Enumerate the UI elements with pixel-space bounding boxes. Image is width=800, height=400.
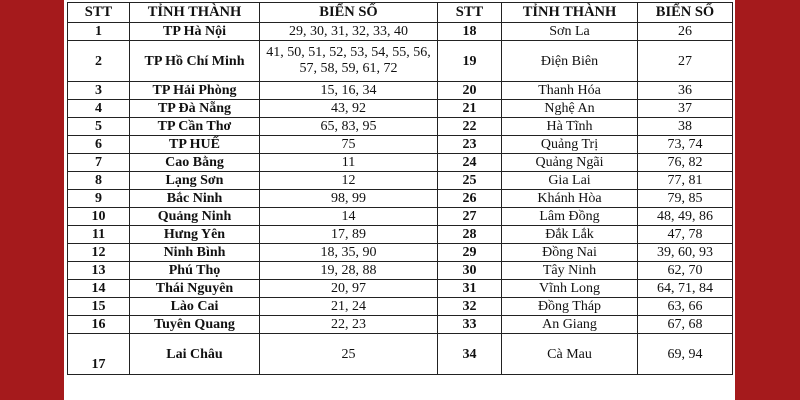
province-right-cell: An Giang [502,316,638,334]
table-row [68,172,733,190]
province-right-cell: Quảng Trị [502,136,638,154]
plates-left-cell: 41, 50, 51, 52, 53, 54, 55, 56, 57, 58, 59, 61, 72 [260,41,438,82]
province-right-cell: Thanh Hóa [502,82,638,100]
plates-right-cell: 64, 71, 84 [638,280,733,298]
stt-left-cell: 14 [68,280,130,298]
table-row [68,226,733,244]
stt-right-cell: 20 [438,82,502,100]
table-row [68,208,733,226]
stt-left-cell: 9 [68,190,130,208]
province-left-cell: Lai Châu [130,334,260,375]
province-right-cell: Sơn La [502,23,638,41]
plates-left-cell: 19, 28, 88 [260,262,438,280]
province-left-cell: TP HUẾ [130,136,260,154]
plates-right-cell: 48, 49, 86 [638,208,733,226]
plates-left-cell: 29, 30, 31, 32, 33, 40 [260,23,438,41]
plates-right-cell: 37 [638,100,733,118]
table-row [68,190,733,208]
plates-right-cell: 69, 94 [638,334,733,375]
stt-left-cell: 3 [68,82,130,100]
province-right-cell: Hà Tĩnh [502,118,638,136]
license-plate-table [67,2,733,375]
province-left-cell: Lào Cai [130,298,260,316]
province-left-cell: Cao Bằng [130,154,260,172]
province-right-cell: Khánh Hòa [502,190,638,208]
header-plates-right: BIỂN SỐ [638,3,733,23]
stt-right-cell: 18 [438,23,502,41]
stt-right-cell: 32 [438,298,502,316]
plates-left-cell: 20, 97 [260,280,438,298]
plates-right-cell: 79, 85 [638,190,733,208]
stt-left-cell: 6 [68,136,130,154]
province-right-cell: Điện Biên [502,41,638,82]
plates-left-cell: 21, 24 [260,298,438,316]
plates-left-cell: 22, 23 [260,316,438,334]
province-right-cell: Lâm Đồng [502,208,638,226]
province-right-cell: Quảng Ngãi [502,154,638,172]
province-left-cell: Quảng Ninh [130,208,260,226]
plates-right-cell: 67, 68 [638,316,733,334]
plates-left-cell: 11 [260,154,438,172]
plates-left-cell: 17, 89 [260,226,438,244]
table-header-row [68,3,733,23]
table-row [68,100,733,118]
plates-left-cell: 43, 92 [260,100,438,118]
stt-right-cell: 24 [438,154,502,172]
stt-left-cell: 10 [68,208,130,226]
header-province-left: TỈNH THÀNH [130,3,260,23]
stt-right-cell: 23 [438,136,502,154]
table-row [68,136,733,154]
table-row [68,316,733,334]
stt-right-cell: 33 [438,316,502,334]
province-right-cell: Đắk Lắk [502,226,638,244]
stt-right-cell: 26 [438,190,502,208]
province-left-cell: TP Hải Phòng [130,82,260,100]
province-left-cell: Thái Nguyên [130,280,260,298]
stt-right-cell: 29 [438,244,502,262]
province-left-cell: TP Đà Nẵng [130,100,260,118]
table-row [68,280,733,298]
plates-left-cell: 75 [260,136,438,154]
table-row [68,262,733,280]
stt-left-cell: 17 [68,334,130,375]
plates-left-cell: 65, 83, 95 [260,118,438,136]
plates-right-cell: 62, 70 [638,262,733,280]
table-row [68,82,733,100]
table-row [68,334,733,375]
plates-right-cell: 36 [638,82,733,100]
plates-left-cell: 14 [260,208,438,226]
plates-right-cell: 39, 60, 93 [638,244,733,262]
stt-left-cell: 8 [68,172,130,190]
plates-left-cell: 15, 16, 34 [260,82,438,100]
table-row [68,154,733,172]
stt-left-cell: 12 [68,244,130,262]
stt-right-cell: 22 [438,118,502,136]
stt-right-cell: 25 [438,172,502,190]
stt-right-cell: 31 [438,280,502,298]
province-right-cell: Cà Mau [502,334,638,375]
stt-left-cell: 2 [68,41,130,82]
province-right-cell: Nghệ An [502,100,638,118]
stt-left-cell: 11 [68,226,130,244]
province-right-cell: Gia Lai [502,172,638,190]
province-right-cell: Vĩnh Long [502,280,638,298]
plates-left-cell: 12 [260,172,438,190]
table-row [68,118,733,136]
stt-left-cell: 15 [68,298,130,316]
plates-right-cell: 47, 78 [638,226,733,244]
province-right-cell: Tây Ninh [502,262,638,280]
province-left-cell: Hưng Yên [130,226,260,244]
stt-right-cell: 30 [438,262,502,280]
plates-right-cell: 26 [638,23,733,41]
province-left-cell: TP Hồ Chí Minh [130,41,260,82]
plates-right-cell: 77, 81 [638,172,733,190]
province-right-cell: Đồng Tháp [502,298,638,316]
province-left-cell: Phú Thọ [130,262,260,280]
header-stt-left: STT [68,3,130,23]
header-stt-right: STT [438,3,502,23]
license-plate-table-sheet [64,0,735,400]
stt-left-cell: 4 [68,100,130,118]
plates-right-cell: 38 [638,118,733,136]
header-province-right: TỈNH THÀNH [502,3,638,23]
province-left-cell: TP Hà Nội [130,23,260,41]
stt-right-cell: 28 [438,226,502,244]
plates-right-cell: 76, 82 [638,154,733,172]
province-left-cell: Bắc Ninh [130,190,260,208]
plates-right-cell: 27 [638,41,733,82]
stt-left-cell: 5 [68,118,130,136]
stt-right-cell: 21 [438,100,502,118]
stt-left-cell: 1 [68,23,130,41]
table-row [68,244,733,262]
province-left-cell: Tuyên Quang [130,316,260,334]
plates-right-cell: 73, 74 [638,136,733,154]
stt-right-cell: 34 [438,334,502,375]
stt-right-cell: 19 [438,41,502,82]
stt-left-cell: 13 [68,262,130,280]
province-right-cell: Đồng Nai [502,244,638,262]
table-row [68,298,733,316]
province-left-cell: Ninh Bình [130,244,260,262]
province-left-cell: TP Cần Thơ [130,118,260,136]
plates-left-cell: 98, 99 [260,190,438,208]
stt-left-cell: 7 [68,154,130,172]
plates-left-cell: 18, 35, 90 [260,244,438,262]
table-row [68,23,733,41]
province-left-cell: Lạng Sơn [130,172,260,190]
table-row [68,41,733,82]
plates-left-cell: 25 [260,334,438,375]
plates-right-cell: 63, 66 [638,298,733,316]
stt-left-cell: 16 [68,316,130,334]
header-plates-left: BIỂN SỐ [260,3,438,23]
stt-right-cell: 27 [438,208,502,226]
